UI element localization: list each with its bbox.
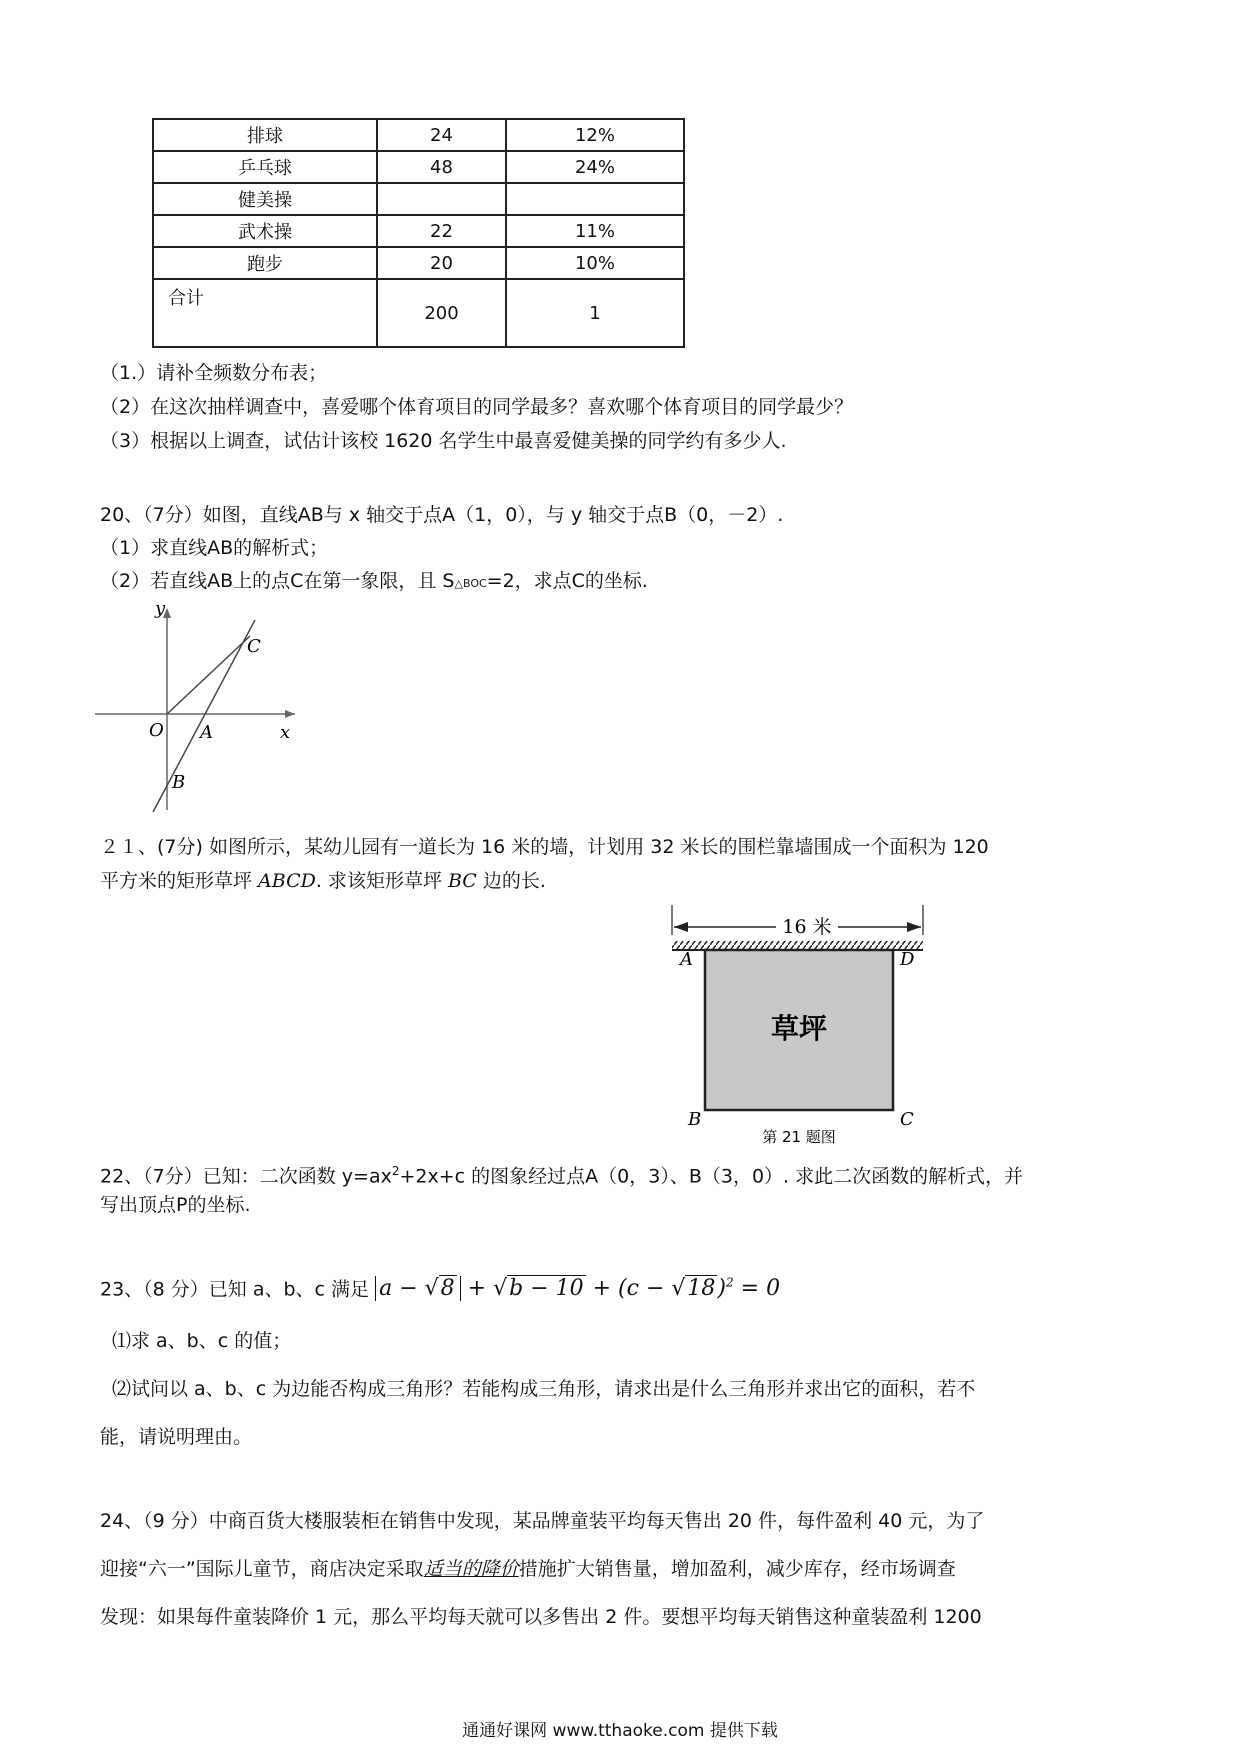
q21-line2-b: . 求该矩形草坪 [315, 870, 448, 892]
cell-item: 武术操 [153, 215, 377, 247]
cell-item: 跑步 [153, 247, 377, 279]
cell-item: 健美操 [153, 183, 377, 215]
q20-figure [95, 600, 315, 820]
wall-hatch [672, 941, 923, 950]
point-a-label: A [200, 722, 213, 743]
y-axis-label: y [155, 600, 166, 619]
figure-caption: 第 21 题图 [762, 1128, 836, 1146]
q19-part1: （1.）请补全频数分布表； [100, 362, 328, 384]
q23-stem [100, 1270, 780, 1302]
op-minus: − [392, 1276, 425, 1302]
q21-line2-c: 边的长. [476, 870, 546, 892]
q20-part1: （1）求直线AB的解析式； [100, 537, 329, 559]
q24-line2-a: 迎接“六一”国际儿童节，商店决定采取 [100, 1558, 424, 1580]
x-axis-label: x [280, 722, 291, 743]
q20-part2-text-b: =2，求点C的坐标. [486, 570, 648, 592]
equals-zero: = 0 [733, 1276, 781, 1302]
q23-part1: ⑴求 a、b、c 的值； [112, 1330, 292, 1352]
corner-d-label: D [900, 949, 915, 970]
q22-line1-b: +2x+c 的图象经过点A（0，3）、B（3，0）. 求此二次函数的解析式，并 [399, 1165, 1024, 1188]
cell-freq: 1 [506, 279, 684, 347]
point-b-label: B [172, 772, 186, 793]
q20-part2 [100, 568, 648, 597]
cell-count: 200 [377, 279, 506, 347]
q21-abcd: ABCD [258, 870, 316, 892]
radicand-b: b − 10 [509, 1276, 584, 1302]
cell-freq: 24% [506, 151, 684, 183]
q21-line2-a: 平方米的矩形草坪 [100, 870, 259, 892]
q21-bc: BC [447, 870, 477, 892]
q19-part2: （2）在这次抽样调查中，喜爱哪个体育项目的同学最多？喜欢哪个体育项目的同学最少？ [100, 396, 854, 418]
table-row [153, 247, 684, 279]
q24-line2 [100, 1556, 956, 1582]
square-exponent: 2 [726, 1276, 734, 1290]
page-footer: 通通好课网 www.tthaoke.com 提供下载 [462, 1721, 778, 1741]
q20-area-subscript: △BOC [454, 577, 487, 590]
radicand-18: 18 [687, 1276, 716, 1302]
frequency-table [152, 118, 685, 348]
q19-part3: （3）根据以上调查，试估计该校 1620 名学生中最喜爱健美操的同学约有多少人. [100, 430, 787, 452]
cell-count [377, 183, 506, 215]
table-row [153, 183, 684, 215]
q22-line1 [100, 1158, 1023, 1189]
q23-part2-line2: 能，请说明理由。 [100, 1426, 253, 1448]
q23-equation: $a - √8 + √b - 10 + (c - √18)^2 = 0$ [375, 1276, 780, 1301]
var-a: a [379, 1276, 393, 1302]
lawn-label: 草坪 [770, 1012, 828, 1045]
q24-underlined: 适当的降价 [423, 1558, 519, 1580]
q22-line1-a: 22、（7分）已知：二次函数 y=ax [100, 1165, 392, 1188]
cell-item: 合计 [153, 279, 377, 347]
q21-line2 [100, 868, 546, 894]
q20-part2-text-a: （2）若直线AB上的点C在第一象限，且 S [100, 570, 455, 592]
corner-b-label: B [688, 1109, 702, 1130]
table-row [153, 215, 684, 247]
table-row [153, 151, 684, 183]
cell-freq: 11% [506, 215, 684, 247]
cell-freq: 10% [506, 247, 684, 279]
term-c: c − [626, 1276, 672, 1302]
q22-exponent: 2 [391, 1164, 400, 1178]
table-row [153, 119, 684, 151]
cell-freq [506, 183, 684, 215]
point-c-label: C [247, 636, 261, 657]
cell-count: 48 [377, 151, 506, 183]
q24-line1: 24、（9 分）中商百货大楼服装柜在销售中发现，某品牌童装平均每天售出 20 件，每件盈利 40 元，为了 [100, 1510, 985, 1532]
cell-count: 22 [377, 215, 506, 247]
op-plus: + [460, 1276, 494, 1302]
cell-count: 20 [377, 247, 506, 279]
q20-stem: 20、（7分）如图，直线AB与 x 轴交于点A（1，0），与 y 轴交于点B（0，－2）. [100, 504, 784, 526]
table-total-row [153, 279, 684, 347]
corner-a-label: A [680, 949, 693, 970]
q24-line2-b: 措施扩大销售量，增加盈利，减少库存，经市场调查 [518, 1558, 956, 1580]
cell-item: 排球 [153, 119, 377, 151]
corner-c-label: C [900, 1109, 914, 1130]
q23-part2-line1: ⑵试问以 a、b、c 为边能否构成三角形？若能构成三角形，请求出是什么三角形并求出它的面积，若不 [112, 1378, 976, 1400]
q22-line2: 写出顶点P的坐标. [100, 1194, 251, 1216]
radicand-8: 8 [440, 1276, 455, 1302]
origin-label: O [149, 720, 164, 741]
op-plus-2: + [585, 1276, 619, 1302]
abs-value: a − √8 [375, 1276, 461, 1301]
q21-figure [668, 905, 938, 1155]
wall-length-label: 16 米 [782, 916, 832, 938]
q21-line1: ２１、(7分) 如图所示，某幼儿园有一道长为 16 米的墙，计划用 32 米长的围栏靠墙围成一个面积为 120 [100, 836, 989, 858]
cell-freq: 12% [506, 119, 684, 151]
cell-count: 24 [377, 119, 506, 151]
q24-line3: 发现：如果每件童装降价 1 元，那么平均每天就可以多售出 2 件。要想平均每天销售这种童装盈利 1200 [100, 1606, 982, 1628]
cell-item: 乒乓球 [153, 151, 377, 183]
q23-stem-text: 23、（8 分）已知 a、b、c 满足 [100, 1278, 370, 1301]
